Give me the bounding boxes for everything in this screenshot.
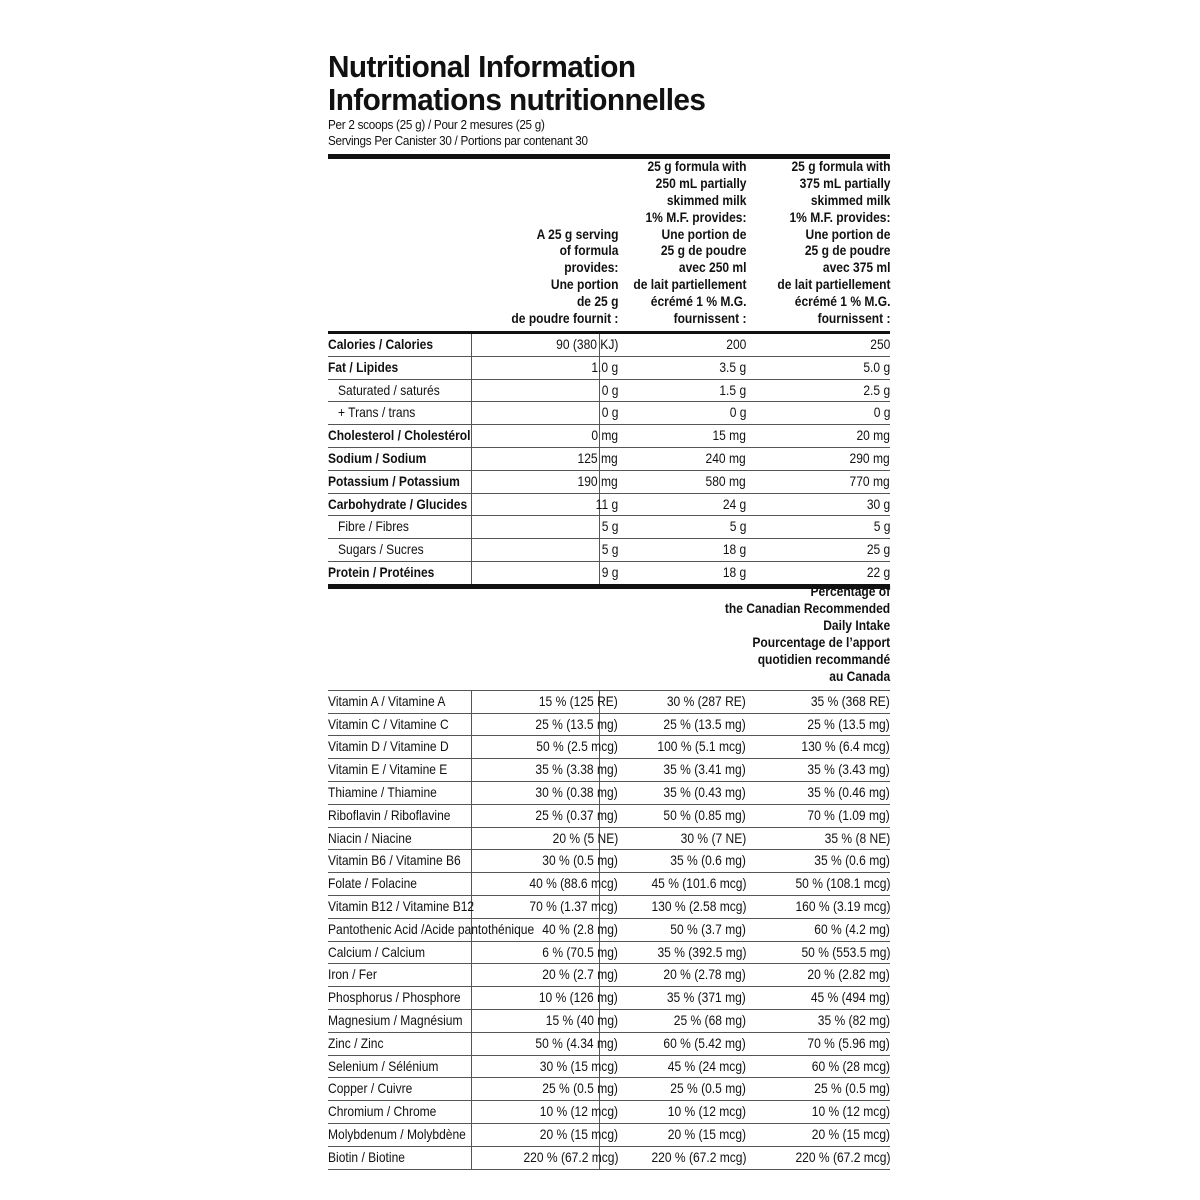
row-value-col3: 20 mg: [856, 427, 890, 444]
row-value-col1: 20 % (15 mcg): [539, 1125, 618, 1142]
row-value-col2: 10 % (12 mcg): [667, 1103, 746, 1120]
column-header-line: Une portion de: [661, 225, 746, 242]
row-value-col1: 6 % (70.5 mg): [542, 943, 618, 960]
row-label: Carbohydrate / Glucides: [328, 495, 468, 512]
nutrient-row: [328, 334, 890, 357]
row-label: Zinc / Zinc: [328, 1034, 384, 1051]
column-header-line: 25 g de poudre: [660, 242, 746, 259]
row-value-col1: 10 % (12 mcg): [539, 1103, 618, 1120]
row-label: Iron / Fer: [328, 966, 377, 983]
row-label: Folate / Folacine: [328, 875, 418, 892]
row-value-col3: 2.5 g: [863, 381, 890, 398]
row-value-col2: 50 % (0.85 mg): [663, 806, 746, 823]
column-divider: [471, 471, 472, 493]
row-value-col1: 30 % (0.5 mg): [542, 852, 618, 869]
row-value-col2: 35 % (0.6 mg): [670, 852, 746, 869]
row-value-col2: 130 % (2.58 mcg): [650, 897, 746, 914]
vitamin-row: [328, 896, 890, 919]
nutrient-row: [328, 516, 890, 539]
column-divider: [471, 357, 472, 379]
column-divider: [471, 942, 472, 964]
vitamin-row: [328, 1124, 890, 1147]
nutrient-row: [328, 357, 890, 380]
row-value-col2: 45 % (101.6 mcg): [650, 875, 746, 892]
row-value-col3: 25 % (0.5 mg): [814, 1080, 890, 1097]
column-divider: [471, 539, 472, 561]
row-label: Magnesium / Magnésium: [328, 1011, 463, 1028]
row-value-col3: 220 % (67.2 mcg): [794, 1148, 890, 1165]
column-divider: [471, 736, 472, 758]
column-header-line: skimmed milk: [810, 191, 890, 208]
column-divider: [471, 1010, 472, 1032]
row-value-col1: 190 mg: [577, 472, 618, 489]
column-header-line: écrémé 1 % M.G.: [650, 293, 746, 310]
column-divider: [471, 334, 472, 356]
column-headers: [328, 159, 890, 331]
column-header-line: 25 g de poudre: [804, 242, 890, 259]
vitamin-row: [328, 1078, 890, 1101]
vitamin-row: [328, 714, 890, 737]
row-value-col1: 50 % (4.34 mg): [535, 1034, 618, 1051]
column-header-line: fournissent :: [817, 310, 890, 327]
column-divider: [471, 1078, 472, 1100]
column-header-line: of formula: [559, 242, 618, 259]
row-label: Fat / Lipides: [328, 358, 399, 375]
row-value-col1: 30 % (15 mcg): [539, 1057, 618, 1074]
row-value-col1: 9 g: [601, 563, 618, 580]
row-value-col1: 70 % (1.37 mcg): [529, 897, 618, 914]
vitamin-row: [328, 942, 890, 965]
row-value-col3: 250: [869, 336, 890, 352]
vitamin-row: [328, 691, 890, 714]
row-value-col1: 0 g: [601, 381, 618, 398]
column-divider: [471, 380, 472, 402]
row-label: Vitamin C / Vitamine C: [328, 715, 449, 732]
column-header-line: 1% M.F. provides:: [644, 208, 746, 225]
servings-per-container: Servings Per Canister 30 / Portions par contenant 30: [328, 133, 588, 148]
column-divider: [471, 448, 472, 470]
row-label: Vitamin B6 / Vitamine B6: [328, 852, 461, 869]
column-header-line: avec 250 ml: [678, 259, 746, 276]
vitamin-row: [328, 873, 890, 896]
row-value-col3: 70 % (5.96 mg): [807, 1034, 890, 1051]
row-value-col3: 70 % (1.09 mg): [807, 806, 890, 823]
row-value-col3: 22 g: [866, 563, 890, 580]
row-value-col2: 5 g: [729, 518, 746, 535]
row-value-col3: 45 % (494 mg): [811, 989, 890, 1006]
row-label: Saturated / saturés: [338, 381, 440, 398]
row-value-col1: 220 % (67.2 mcg): [522, 1148, 618, 1165]
column-divider: [599, 380, 600, 402]
row-value-col3: 5.0 g: [863, 358, 890, 375]
row-value-col3: 20 % (2.82 mg): [807, 966, 890, 983]
row-value-col2: 0 g: [729, 404, 746, 421]
row-value-col2: 580 mg: [705, 472, 746, 489]
serving-size: Per 2 scoops (25 g) / Pour 2 mesures (25 g): [328, 117, 545, 132]
row-value-col1: 35 % (3.38 mg): [535, 761, 618, 778]
column-divider: [471, 873, 472, 895]
row-label: Thiamine / Thiamine: [328, 783, 437, 800]
column-divider: [471, 828, 472, 850]
row-value-col1: 1.0 g: [591, 358, 618, 375]
column-divider: [599, 539, 600, 561]
nutrient-row: [328, 539, 890, 562]
column-divider: [471, 402, 472, 424]
column-header-line: A 25 g serving: [536, 225, 618, 242]
row-value-col1: 15 % (125 RE): [539, 692, 618, 709]
vitamin-row: [328, 1147, 890, 1170]
row-value-col1: 5 g: [601, 518, 618, 535]
row-value-col3: 290 mg: [849, 449, 890, 466]
row-label: Potassium / Potassium: [328, 472, 460, 489]
row-value-col2: 200: [725, 336, 746, 352]
column-header-line: 25 g formula with: [790, 157, 890, 174]
column-header-375ml: [777, 158, 890, 327]
column-divider: [471, 782, 472, 804]
column-divider: [471, 1147, 472, 1169]
column-header-line: 375 mL partially: [799, 174, 890, 191]
column-divider: [471, 494, 472, 516]
row-value-col2: 18 g: [722, 563, 746, 580]
row-label: Copper / Cuivre: [328, 1080, 413, 1097]
column-header-250ml: [633, 158, 746, 327]
row-value-col3: 130 % (6.4 mcg): [801, 738, 890, 755]
vitamin-row: [328, 1056, 890, 1079]
vitamin-row: [328, 1033, 890, 1056]
row-value-col2: 25 % (0.5 mg): [670, 1080, 746, 1097]
vitamin-row: [328, 805, 890, 828]
nutrient-row: [328, 448, 890, 471]
row-value-col2: 30 % (287 RE): [667, 692, 746, 709]
row-value-col3: 20 % (15 mcg): [811, 1125, 890, 1142]
percentage-header: [725, 583, 890, 684]
row-label: Selenium / Sélénium: [328, 1057, 439, 1074]
row-value-col2: 25 % (13.5 mg): [663, 715, 746, 732]
row-label: Cholesterol / Cholestérol: [328, 427, 471, 444]
column-header-line: avec 375 ml: [822, 259, 890, 276]
row-value-col2: 45 % (24 mcg): [667, 1057, 746, 1074]
row-label: Phosphorus / Phosphore: [328, 989, 461, 1006]
column-header-line: de lait partiellement: [776, 276, 890, 293]
column-divider: [471, 850, 472, 872]
row-value-col3: 10 % (12 mcg): [811, 1103, 890, 1120]
row-value-col1: 25 % (0.37 mg): [535, 806, 618, 823]
column-divider: [471, 562, 472, 584]
percentage-header-line: Daily Intake: [823, 617, 890, 634]
row-value-col2: 60 % (5.42 mg): [663, 1034, 746, 1051]
vitamin-row: [328, 964, 890, 987]
row-value-col3: 770 mg: [849, 472, 890, 489]
vitamin-row: [328, 850, 890, 873]
row-value-col1: 20 % (2.7 mg): [542, 966, 618, 983]
nutrient-row: [328, 402, 890, 425]
row-label: Fibre / Fibres: [338, 518, 409, 535]
row-value-col3: 60 % (28 mcg): [811, 1057, 890, 1074]
percentage-header-line: Percentage of: [810, 583, 890, 600]
vitamin-row: [328, 782, 890, 805]
column-divider: [471, 964, 472, 986]
column-divider: [599, 516, 600, 538]
row-label: Vitamin A / Vitamine A: [328, 692, 446, 709]
vitamin-row: [328, 1101, 890, 1124]
row-value-col3: 35 % (368 RE): [811, 692, 890, 709]
row-label: Biotin / Biotine: [328, 1148, 405, 1165]
row-value-col2: 35 % (392.5 mg): [656, 943, 746, 960]
row-value-col2: 25 % (68 mg): [673, 1011, 746, 1028]
nutrient-table: [328, 334, 890, 584]
nutrient-row: [328, 562, 890, 584]
row-value-col3: 160 % (3.19 mcg): [794, 897, 890, 914]
column-header-line: Une portion de: [805, 225, 890, 242]
row-value-col3: 60 % (4.2 mg): [814, 920, 890, 937]
column-divider: [471, 691, 472, 713]
row-value-col3: 30 g: [866, 495, 890, 512]
row-label: Riboflavin / Riboflavine: [328, 806, 451, 823]
title-english: Nutritional Information: [328, 49, 636, 84]
column-header-line: de 25 g: [576, 293, 618, 310]
row-value-col3: 35 % (8 NE): [824, 829, 890, 846]
row-value-col1: 90 (380 KJ): [555, 336, 618, 352]
column-divider: [471, 1056, 472, 1078]
row-label: Sodium / Sodium: [328, 449, 427, 466]
column-header-line: 250 mL partially: [655, 174, 746, 191]
row-value-col1: 25 % (0.5 mg): [542, 1080, 618, 1097]
row-value-col1: 0 mg: [591, 427, 618, 444]
percentage-header-line: Pourcentage de l’apport: [752, 634, 890, 651]
row-value-col3: 35 % (82 mg): [817, 1011, 890, 1028]
row-value-col1: 40 % (2.8 mg): [542, 920, 618, 937]
row-value-col2: 240 mg: [705, 449, 746, 466]
column-divider: [471, 987, 472, 1009]
percentage-header-line: au Canada: [829, 667, 890, 684]
nutrient-row: [328, 494, 890, 517]
row-value-col3: 0 g: [873, 404, 890, 421]
row-label: Pantothenic Acid /Acide pantothénique: [328, 920, 535, 937]
row-value-col3: 35 % (0.6 mg): [814, 852, 890, 869]
row-value-col2: 100 % (5.1 mcg): [657, 738, 746, 755]
percentage-header-line: quotidien recommandé: [757, 650, 890, 667]
row-value-col2: 15 mg: [712, 427, 746, 444]
vitamin-row: [328, 828, 890, 851]
column-divider: [599, 402, 600, 424]
row-value-col2: 220 % (67.2 mcg): [650, 1148, 746, 1165]
column-header-line: écrémé 1 % M.G.: [794, 293, 890, 310]
nutrient-row: [328, 471, 890, 494]
percentage-header-line: the Canadian Recommended: [724, 600, 890, 617]
row-value-col2: 35 % (3.41 mg): [663, 761, 746, 778]
row-label: Niacin / Niacine: [328, 829, 412, 846]
vitamin-row: [328, 1010, 890, 1033]
row-label: Sugars / Sucres: [338, 541, 424, 558]
column-header-line: skimmed milk: [666, 191, 746, 208]
row-label: Calcium / Calcium: [328, 943, 426, 960]
row-value-col1: 0 g: [601, 404, 618, 421]
column-header-line: fournissent :: [673, 310, 746, 327]
row-value-col3: 35 % (3.43 mg): [807, 761, 890, 778]
nutrient-row: [328, 380, 890, 403]
row-value-col2: 3.5 g: [719, 358, 746, 375]
row-value-col1: 40 % (88.6 mcg): [529, 875, 618, 892]
row-value-col2: 24 g: [722, 495, 746, 512]
row-label: + Trans / trans: [338, 404, 416, 421]
column-divider: [471, 516, 472, 538]
row-value-col1: 15 % (40 mg): [545, 1011, 618, 1028]
row-value-col3: 50 % (108.1 mcg): [794, 875, 890, 892]
column-divider: [471, 805, 472, 827]
column-header-line: de lait partiellement: [632, 276, 746, 293]
column-divider: [471, 759, 472, 781]
column-divider: [471, 1124, 472, 1146]
nutrient-row: [328, 425, 890, 448]
row-value-col1: 20 % (5 NE): [552, 829, 618, 846]
row-value-col1: 30 % (0.38 mg): [535, 783, 618, 800]
column-divider: [599, 562, 600, 584]
row-value-col1: 50 % (2.5 mcg): [536, 738, 618, 755]
column-divider: [471, 714, 472, 736]
column-header-line: Une portion: [550, 276, 618, 293]
row-value-col3: 25 % (13.5 mg): [807, 715, 890, 732]
column-header-line: de poudre fournit :: [510, 310, 618, 327]
vitamin-table: [328, 691, 890, 1170]
vitamin-row: [328, 919, 890, 942]
row-value-col2: 18 g: [722, 541, 746, 558]
column-divider: [471, 1033, 472, 1055]
row-value-col2: 35 % (371 mg): [667, 989, 746, 1006]
row-value-col1: 11 g: [595, 495, 618, 512]
title-french: Informations nutritionnelles: [328, 82, 706, 117]
column-header-line: provides:: [563, 259, 618, 276]
row-label: Vitamin D / Vitamine D: [328, 738, 449, 755]
vitamin-row: [328, 987, 890, 1010]
row-label: Vitamin B12 / Vitamine B12: [328, 897, 475, 914]
row-label: Molybdenum / Molybdène: [328, 1125, 466, 1142]
row-value-col2: 35 % (0.43 mg): [663, 783, 746, 800]
row-value-col1: 125 mg: [577, 449, 618, 466]
row-label: Vitamin E / Vitamine E: [328, 761, 448, 778]
row-value-col1: 10 % (126 mg): [539, 989, 618, 1006]
column-divider: [471, 1101, 472, 1123]
row-value-col1: 25 % (13.5 mg): [535, 715, 618, 732]
column-header-formula: [511, 226, 618, 327]
row-value-col2: 1.5 g: [719, 381, 746, 398]
row-value-col2: 30 % (7 NE): [680, 829, 746, 846]
vitamin-row: [328, 736, 890, 759]
row-value-col2: 20 % (15 mcg): [667, 1125, 746, 1142]
nutrition-facts-panel: [328, 50, 890, 1170]
row-label: Calories / Calories: [328, 336, 434, 352]
row-value-col3: 35 % (0.46 mg): [807, 783, 890, 800]
column-header-line: 1% M.F. provides:: [788, 208, 890, 225]
row-label: Chromium / Chrome: [328, 1103, 437, 1120]
column-header-line: 25 g formula with: [646, 157, 746, 174]
row-value-col3: 5 g: [873, 518, 890, 535]
row-value-col2: 20 % (2.78 mg): [663, 966, 746, 983]
row-value-col3: 50 % (553.5 mg): [800, 943, 890, 960]
row-value-col1: 5 g: [601, 541, 618, 558]
row-value-col3: 25 g: [866, 541, 890, 558]
vitamin-row: [328, 759, 890, 782]
row-label: Protein / Protéines: [328, 563, 435, 580]
column-divider: [471, 425, 472, 447]
percentage-header-block: [328, 583, 890, 690]
row-value-col2: 50 % (3.7 mg): [670, 920, 746, 937]
